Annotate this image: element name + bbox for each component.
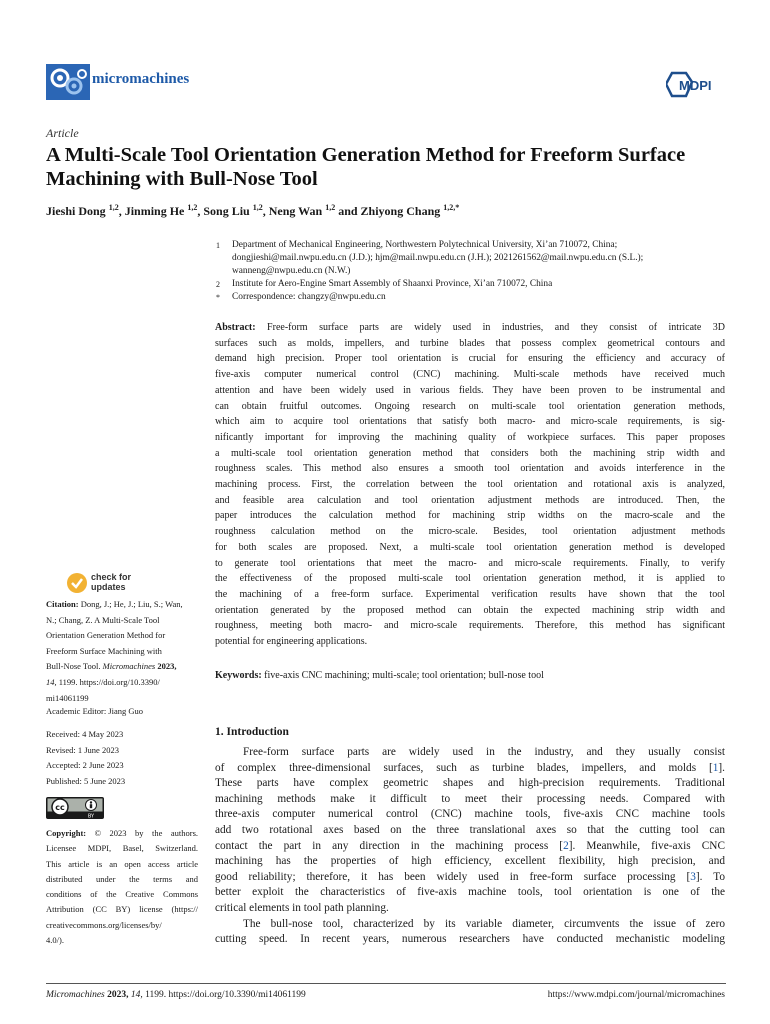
- affiliations: [216, 239, 732, 304]
- copyright-line-3: This article is an open access article: [46, 858, 198, 869]
- intro-line: [215, 901, 725, 917]
- citation-link[interactable]: 2: [563, 839, 569, 852]
- citation-link[interactable]: 3: [690, 870, 696, 883]
- citation-label: Citation:: [46, 599, 79, 609]
- abstract-line: attention and have been widely used in various fields. They have been proven to be instrumental and: [215, 384, 725, 396]
- author-name[interactable]: Song Liu: [203, 204, 250, 218]
- citation-line-4: Freeform Surface Machining with: [46, 645, 162, 656]
- keywords: [215, 668, 725, 684]
- footer-volume: 14,: [130, 990, 143, 1000]
- footer-citation: [46, 990, 306, 1000]
- citation-journal: Micromachines: [102, 661, 156, 672]
- footer-rule: [46, 983, 726, 984]
- citation-doi[interactable]: 1199. https://doi.org/10.3390/: [58, 676, 160, 687]
- revised-date: Revised: 1 June 2023: [46, 744, 119, 755]
- author-affiliation-marks: 1,2,*: [443, 203, 460, 212]
- publisher-logo-text: MDPI: [679, 78, 712, 93]
- affiliation-1-line: Department of Mechanical Engineering, Northwestern Polytechnical University, Xi’an 710072, China;: [232, 240, 618, 250]
- abstract-label: Abstract:: [215, 322, 256, 333]
- intro-text: better exploit the characteristics of five-axis machine tools, tool orientation is one of the: [215, 886, 725, 899]
- journal-logo: [46, 64, 90, 100]
- author-name[interactable]: Neng Wan: [268, 204, 323, 218]
- copyright-label: Copyright:: [46, 828, 87, 838]
- intro-text: of complex three-dimensional surfaces, such as turbine blades, impellers, and molds [: [215, 761, 713, 774]
- intro-p2-line: cutting speed. In recent years, numerous researchers have conducted mechanistic modeling: [215, 933, 725, 946]
- copyright-line-8[interactable]: 4.0/).: [46, 935, 64, 946]
- author-affiliation-marks: 1,2: [325, 203, 336, 212]
- abstract-line: to generate tool orientations that meet the macro- and micro-scale requirements. Finally, to verify: [215, 557, 725, 569]
- abstract-line: roughness scales. This method also ensures a smooth tool orientation and avoids interference in the: [215, 463, 725, 475]
- keywords-text: five-axis CNC machining; multi-scale; tool orientation; bull-nose tool: [264, 670, 544, 681]
- author-name[interactable]: Zhiyong Chang: [360, 204, 441, 218]
- abstract-line: for both scales are proposed. Next, a multi-scale tool orientation generation method is developed: [215, 541, 725, 553]
- abstract-line: roughness, meeting both macro- and micro-scale requirements. Therefore, this method has significant: [215, 620, 725, 632]
- author-list: [46, 203, 726, 219]
- affiliation-1-mark: 1: [216, 241, 220, 250]
- cc-by-badge[interactable]: [46, 797, 104, 819]
- abstract-line: the machining of a free-form surface. Experimental verification results have shown that the tool: [215, 588, 725, 600]
- intro-line: [215, 839, 725, 855]
- abstract-line: nificantly important for improving the machining quality of workpiece surfaces. This paper proposes: [215, 431, 725, 443]
- abstract-line: the effectiveness of the proposed multi-scale tool orientation generation method, it is applied to: [215, 573, 725, 585]
- intro-line: [215, 792, 725, 808]
- mdpi-logo-icon: [666, 70, 726, 100]
- author-name[interactable]: Jieshi Dong: [46, 204, 106, 218]
- citation-line-5: Bull-Nose Tool.: [46, 661, 101, 672]
- footer-url[interactable]: https://www.mdpi.com/journal/micromachines: [547, 990, 725, 1000]
- author-affiliation-marks: 1,2: [252, 203, 263, 212]
- footer-year: 2023,: [107, 990, 129, 1000]
- intro-line: [215, 823, 725, 839]
- copyright-line-2: Licensee MDPI, Basel, Switzerland.: [46, 843, 198, 854]
- publisher-logo[interactable]: [666, 70, 726, 100]
- abstract-line: which aim to acquire tool orientations that satisfy both macro- and micro-scale requirements, is sig-: [215, 416, 725, 428]
- intro-line: [215, 807, 725, 823]
- citation-doi-end[interactable]: mi14061199: [46, 692, 89, 703]
- intro-line: [215, 761, 725, 777]
- author-affiliation-marks: 1,2: [108, 203, 119, 212]
- citation-year: 2023,: [157, 661, 177, 672]
- citation-line-2: N.; Chang, Z. A Multi-Scale Tool: [46, 614, 160, 625]
- author-affiliation-marks: 1,2: [187, 203, 198, 212]
- intro-text: These parts have complex geometric shapes and high-precision requirements. Traditional: [215, 777, 725, 790]
- received-date: Received: 4 May 2023: [46, 729, 124, 739]
- intro-text: ].: [718, 761, 725, 774]
- author-name[interactable]: Jinming He: [124, 204, 185, 218]
- abstract-line: machining process. First, the correlation between the tool orientation and rotational axis is analyzed,: [215, 479, 725, 491]
- copyright-line-1: © 2023 by the authors.: [94, 828, 199, 838]
- cc-label: cc: [55, 803, 65, 812]
- paper-title: A Multi-Scale Tool Orientation Generation Method for Freeform Surface Machining with Bull-Nose Tool: [46, 144, 686, 190]
- author-separator: ,: [197, 204, 201, 218]
- abstract-line: potential for engineering applications.: [215, 636, 368, 648]
- intro-line: [215, 854, 725, 870]
- intro-text: machining has the properties of high efficiency, excellent flexibility, high precision, and: [215, 855, 725, 868]
- copyright-line-7[interactable]: creativecommons.org/licenses/by/: [46, 919, 162, 930]
- copyright-line-6[interactable]: Attribution (CC BY) license (https://: [46, 904, 198, 915]
- intro-text: add two rotational axes based on the three translational axes so that the cutting tool can: [215, 823, 725, 836]
- published-date: Published: 5 June 2023: [46, 775, 126, 786]
- check-for-updates[interactable]: [66, 570, 156, 596]
- intro-line: [215, 885, 725, 901]
- cc-by-icon: [46, 797, 104, 819]
- footer-doi[interactable]: 1199. https://doi.org/10.3390/mi14061199: [145, 990, 306, 1000]
- affiliation-2-mark: 2: [216, 280, 220, 289]
- check-updates-line2: updates: [91, 582, 126, 592]
- correspondence-line[interactable]: Correspondence: changzy@nwpu.edu.cn: [232, 292, 386, 302]
- citation-link[interactable]: 1: [712, 761, 719, 774]
- article-type: Article: [46, 126, 79, 140]
- keywords-label: Keywords:: [215, 670, 262, 681]
- intro-text: Free-form surface parts are widely used in the industry, and they usually consist: [243, 746, 725, 758]
- abstract-line: a multi-scale tool orientation generation method that considers both the machining strip width and: [215, 447, 725, 459]
- journal-name[interactable]: micromachines: [92, 71, 190, 87]
- intro-text: ]. Meanwhile, five-axis CNC: [568, 839, 725, 852]
- footer-journal: Micromachines: [46, 990, 105, 1000]
- accepted-date: Accepted: 2 June 2023: [46, 760, 124, 770]
- gears-icon: [46, 64, 90, 100]
- abstract-line: can obtain fruitful outcomes. Ongoing research on multi-scale tool orientation generation methods,: [215, 400, 725, 412]
- abstract: [215, 320, 725, 650]
- intro-text: three-axis computer numerical control (CNC) machine tools, five-axis CNC machine tools: [215, 808, 725, 821]
- copyright-line-4: distributed under the terms and: [46, 873, 198, 884]
- author-separator: ,: [262, 204, 266, 218]
- abstract-line: demand high precision. Proper tool orientation is crucial for ensuring the efficiency and accuracy of: [215, 353, 725, 365]
- academic-editor: Academic Editor: Jiang Guo: [46, 706, 144, 716]
- intro-text: good reliability; therefore, it has been widely used in free-form surface processing [: [215, 870, 691, 883]
- copyright-line-5: conditions of the Creative Commons: [46, 889, 198, 900]
- abstract-line: [215, 320, 725, 336]
- abstract-line: five-axis computer numerical control (CNC) machining. Multi-scale methods have received much: [215, 369, 725, 381]
- intro-text: contact the part in any direction in the machining process [: [215, 839, 564, 852]
- citation-line-3: Orientation Generation Method for: [46, 630, 166, 641]
- correspondence-mark: *: [216, 293, 220, 302]
- introduction-body: [215, 745, 725, 948]
- intro-p2-line: The bull-nose tool, characterized by its variable diameter, circumvents the issue of zero: [243, 917, 725, 930]
- copyright-block: [46, 826, 198, 948]
- abstract-line: orientation generated by the proposed method can obtain the expected machining strip width and: [215, 604, 725, 616]
- author-separator: and: [338, 204, 358, 218]
- dates-block: [46, 727, 125, 789]
- intro-line: [215, 776, 725, 792]
- introduction-heading: 1. Introduction: [215, 726, 289, 738]
- abstract-line: paper introduces the calculation method for machining strip widths on the macro-scale and the: [215, 510, 725, 522]
- citation-volume: 14,: [46, 676, 57, 687]
- citation-block: [46, 597, 201, 706]
- intro-text: ]. To: [695, 870, 725, 883]
- check-updates-line1: check for: [91, 572, 132, 582]
- check-updates-icon: [66, 572, 88, 594]
- intro-text: machining methods make it difficult to meet their processing needs. Compared with: [215, 792, 725, 805]
- affiliation-1-emails-cont[interactable]: wanneng@nwpu.edu.cn (N.W.): [232, 266, 351, 276]
- abstract-text: Free-form surface parts are widely used in industries, and they consist of intricate 3D: [267, 322, 725, 333]
- affiliation-1-emails[interactable]: dongjieshi@mail.nwpu.edu.cn (J.D.); hjm@mail.nwpu.edu.cn (J.H.); 2021261562@mail.nwpu.edu.cn (S.L.);: [232, 253, 644, 263]
- affiliation-2-line: Institute for Aero-Engine Smart Assembly of Shaanxi Province, Xi’an 710072, China: [232, 279, 553, 289]
- author-separator: ,: [118, 204, 122, 218]
- citation-line-1: Dong, J.; He, J.; Liu, S.; Wan,: [80, 599, 183, 609]
- intro-line: [215, 745, 725, 761]
- abstract-line: surfaces such as molds, impellers, and turbine blades that possess complex geometrical contours and: [215, 337, 725, 349]
- by-label: BY: [87, 813, 95, 819]
- intro-line: [215, 870, 725, 886]
- abstract-line: roughness calculation method on the micro-scale. Besides, tool orientation adjustment methods: [215, 526, 725, 538]
- abstract-line: and feasible area calculation and tool orientation adjustment methods are introduced. Then, the: [215, 494, 725, 506]
- intro-text: critical elements in tool path planning.: [215, 901, 389, 914]
